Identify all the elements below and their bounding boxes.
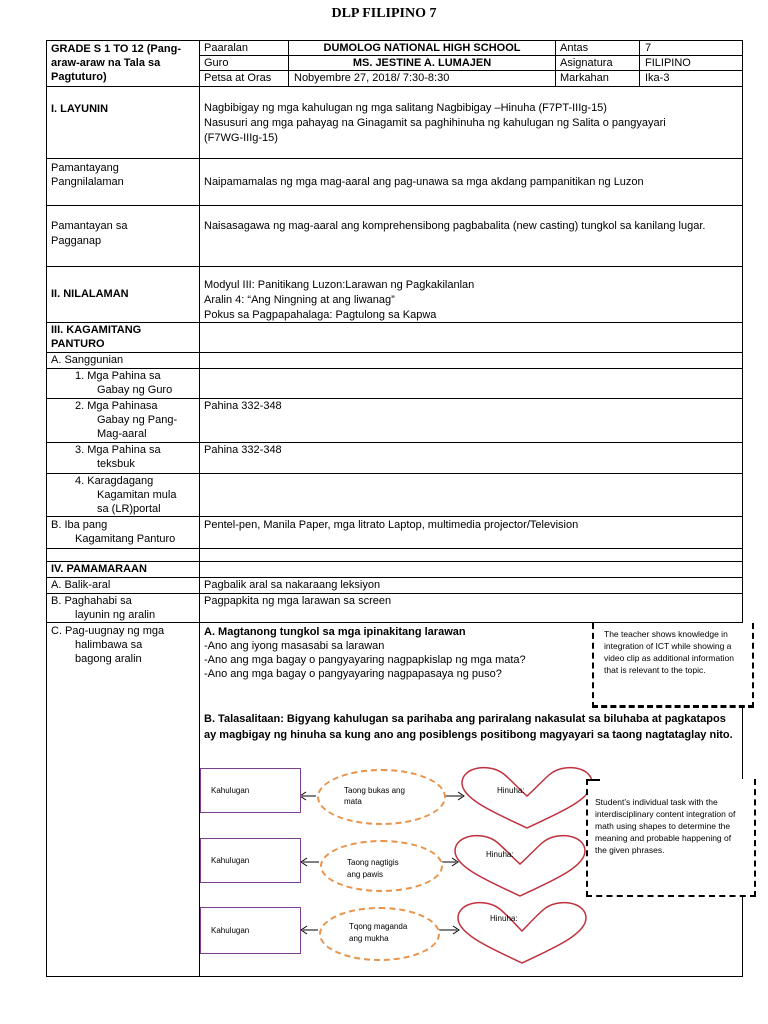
procedure-label: IV. PAMAMARAAN: [51, 563, 147, 575]
phrase-oval-2: [320, 840, 443, 892]
phrase-oval-2-line-2: ang pawis: [347, 870, 384, 879]
lr-portal-label-1: 4. Karagdagang: [75, 475, 154, 487]
question-2: -Ano ang mga bagay o pangyayaring nagpapkislap ng mga mata?: [204, 654, 526, 666]
other-materials-value: Pentel-pen, Manila Paper, mga litrato Laptop, multimedia projector/Television: [204, 519, 579, 531]
teacher-label: Guro: [204, 57, 229, 69]
performance-standard-label-1: Pamantayan sa: [51, 220, 128, 232]
content-line-3: Pokus sa Pagpapahalaga: Pagtulong sa Kapwa: [204, 309, 437, 321]
other-materials-label-1: B. Iba pang: [51, 519, 108, 531]
learner-guide-label-3: Mag-aaral: [97, 428, 147, 440]
heart-shape-2: [455, 836, 585, 896]
examples-label-2: halimbawa sa: [75, 639, 143, 651]
meaning-box-3-label: Kahulugan: [211, 926, 250, 935]
date-value: Nobyembre 27, 2018/ 7:30-8:30: [294, 72, 450, 84]
lr-portal-label-3: sa (LR)portal: [97, 503, 161, 515]
objectives-label: I. LAYUNIN: [51, 103, 109, 115]
question-3: -Ano ang mga bagay o pangyayaring nagpapasaya ng puso?: [204, 668, 502, 680]
materials-label-1: III. KAGAMITANG: [51, 324, 142, 336]
grade-label-line-1: GRADE S 1 TO 12 (Pang-: [51, 43, 181, 55]
learner-guide-label-2: Gabay ng Pang-: [97, 414, 178, 426]
content-standard-label-2: Pangnilalaman: [51, 176, 124, 188]
purpose-label-2: layunin ng aralin: [75, 609, 156, 621]
phrase-oval-1: [317, 769, 446, 825]
learner-guide-value: Pahina 332-348: [204, 400, 282, 412]
ict-note-text: The teacher shows knowledge in integration of ICT while showing a video clip as additional information that is relevant to the topic.: [604, 628, 744, 676]
inference-heart-2-label: Hinuha:: [486, 850, 514, 859]
review-label: A. Balik-aral: [51, 579, 111, 591]
phrase-oval-3-line-2: ang mukha: [349, 934, 389, 943]
phrase-oval-3-line-1: Tqong maganda: [349, 922, 408, 931]
grade-level-label: Antas: [560, 42, 589, 54]
examples-label-3: bagong aralin: [75, 653, 142, 665]
learner-guide-label-1: 2. Mga Pahinasa: [75, 400, 158, 412]
purpose-value: Pagpapkita ng mga larawan sa screen: [204, 595, 392, 607]
inference-heart-1-label: Hinuha:: [497, 786, 525, 795]
materials-label-2: PANTURO: [51, 338, 105, 350]
question-1: -Ano ang iyong masasabi sa larawan: [204, 640, 385, 652]
questions-heading: A. Magtanong tungkol sa mga ipinakitang larawan: [204, 626, 466, 638]
meaning-box-3: [200, 907, 301, 954]
subject-label: Asignatura: [560, 57, 613, 69]
objective-line-1: Nagbibigay ng mga kahulugan ng mga salitang Nagbibigay –Hinuha (F7PT-IIIg-15): [204, 102, 607, 114]
lr-portal-label-2: Kagamitan mula: [97, 489, 177, 501]
math-note-text: Student’s individual task with the interdisciplinary content integration of math using shapes to determine the meaning and probable happening of the given phrases.: [595, 796, 745, 856]
phrase-oval-1-line-1: Taong bukas ang: [344, 786, 405, 795]
vocabulary-instructions: B. Talasalitaan: Bigyang kahulugan sa parihaba ang pariralang nakasulat sa biluhaba at pagkatapos ay magbigay ng hinuha sa kung ano ang posiblengs positibong magyayari sa taong nagtataglay nito.: [204, 713, 733, 741]
grade-level-value: 7: [645, 42, 652, 54]
phrase-oval-2-line-1: Taong nagtigis: [347, 858, 399, 867]
inference-heart-3-label: Hinuha:: [490, 914, 518, 923]
content-label: II. NILALAMAN: [51, 288, 129, 300]
phrase-oval-1-line-2: mata: [344, 797, 362, 806]
school-value: DUMOLOG NATIONAL HIGH SCHOOL: [323, 42, 521, 54]
grade-label-line-2: araw-araw na Tala sa: [51, 57, 161, 69]
textbook-value: Pahina 332-348: [204, 444, 282, 456]
meaning-box-1: [200, 768, 301, 813]
phrase-oval-3: [319, 907, 440, 961]
heart-shape-3: [458, 903, 586, 963]
content-standard-label-1: Pamantayang: [51, 162, 119, 174]
content-standard-text: Naipamamalas ng mga mag-aaral ang pag-unawa sa mga akdang pampanitikan ng Luzon: [204, 176, 644, 188]
date-label: Petsa at Oras: [204, 72, 272, 84]
objective-line-3: (F7WG-IIIg-15): [204, 132, 278, 144]
heart-shape-1: [462, 768, 592, 828]
quarter-value: Ika-3: [645, 72, 670, 84]
content-line-2: Aralin 4: “Ang Ningning at ang liwanag”: [204, 294, 395, 306]
content-line-1: Modyul III: Panitikang Luzon:Larawan ng Pagkakilanlan: [204, 279, 475, 291]
subject-value: FILIPINO: [645, 57, 691, 69]
grade-label-line-3: Pagtuturo): [51, 71, 107, 83]
review-value: Pagbalik aral sa nakaraang leksiyon: [204, 579, 381, 591]
meaning-box-1-label: Kahulugan: [211, 786, 250, 795]
examples-label-1: C. Pag-uugnay ng mga: [51, 625, 165, 637]
performance-standard-label-2: Pagganap: [51, 235, 102, 247]
quarter-label: Markahan: [560, 72, 609, 84]
teacher-guide-label-1: 1. Mga Pahina sa: [75, 370, 161, 382]
textbook-label-2: teksbuk: [97, 458, 135, 470]
school-label: Paaralan: [204, 42, 249, 54]
other-materials-label-2: Kagamitang Panturo: [75, 533, 176, 545]
meaning-box-2: [200, 838, 301, 883]
performance-standard-text: Naisasagawa ng mag-aaral ang komprehensibong pagbabalita (new casting) tungkol sa kanilang lugar.: [204, 220, 706, 232]
teacher-guide-label-2: Gabay ng Guro: [97, 384, 173, 396]
meaning-box-2-label: Kahulugan: [211, 856, 250, 865]
math-note-box: [586, 779, 756, 897]
document-title: DLP FILIPINO 7: [331, 6, 437, 21]
textbook-label-1: 3. Mga Pahina sa: [75, 444, 161, 456]
references-label: A. Sanggunian: [51, 354, 124, 366]
teacher-value: MS. JESTINE A. LUMAJEN: [352, 57, 492, 69]
objective-line-2: Nasusuri ang mga pahayag na Ginagamit sa paghihinuha ng kahulugan ng Salita o pangyayari: [204, 117, 666, 129]
purpose-label-1: B. Paghahabi sa: [51, 595, 132, 607]
